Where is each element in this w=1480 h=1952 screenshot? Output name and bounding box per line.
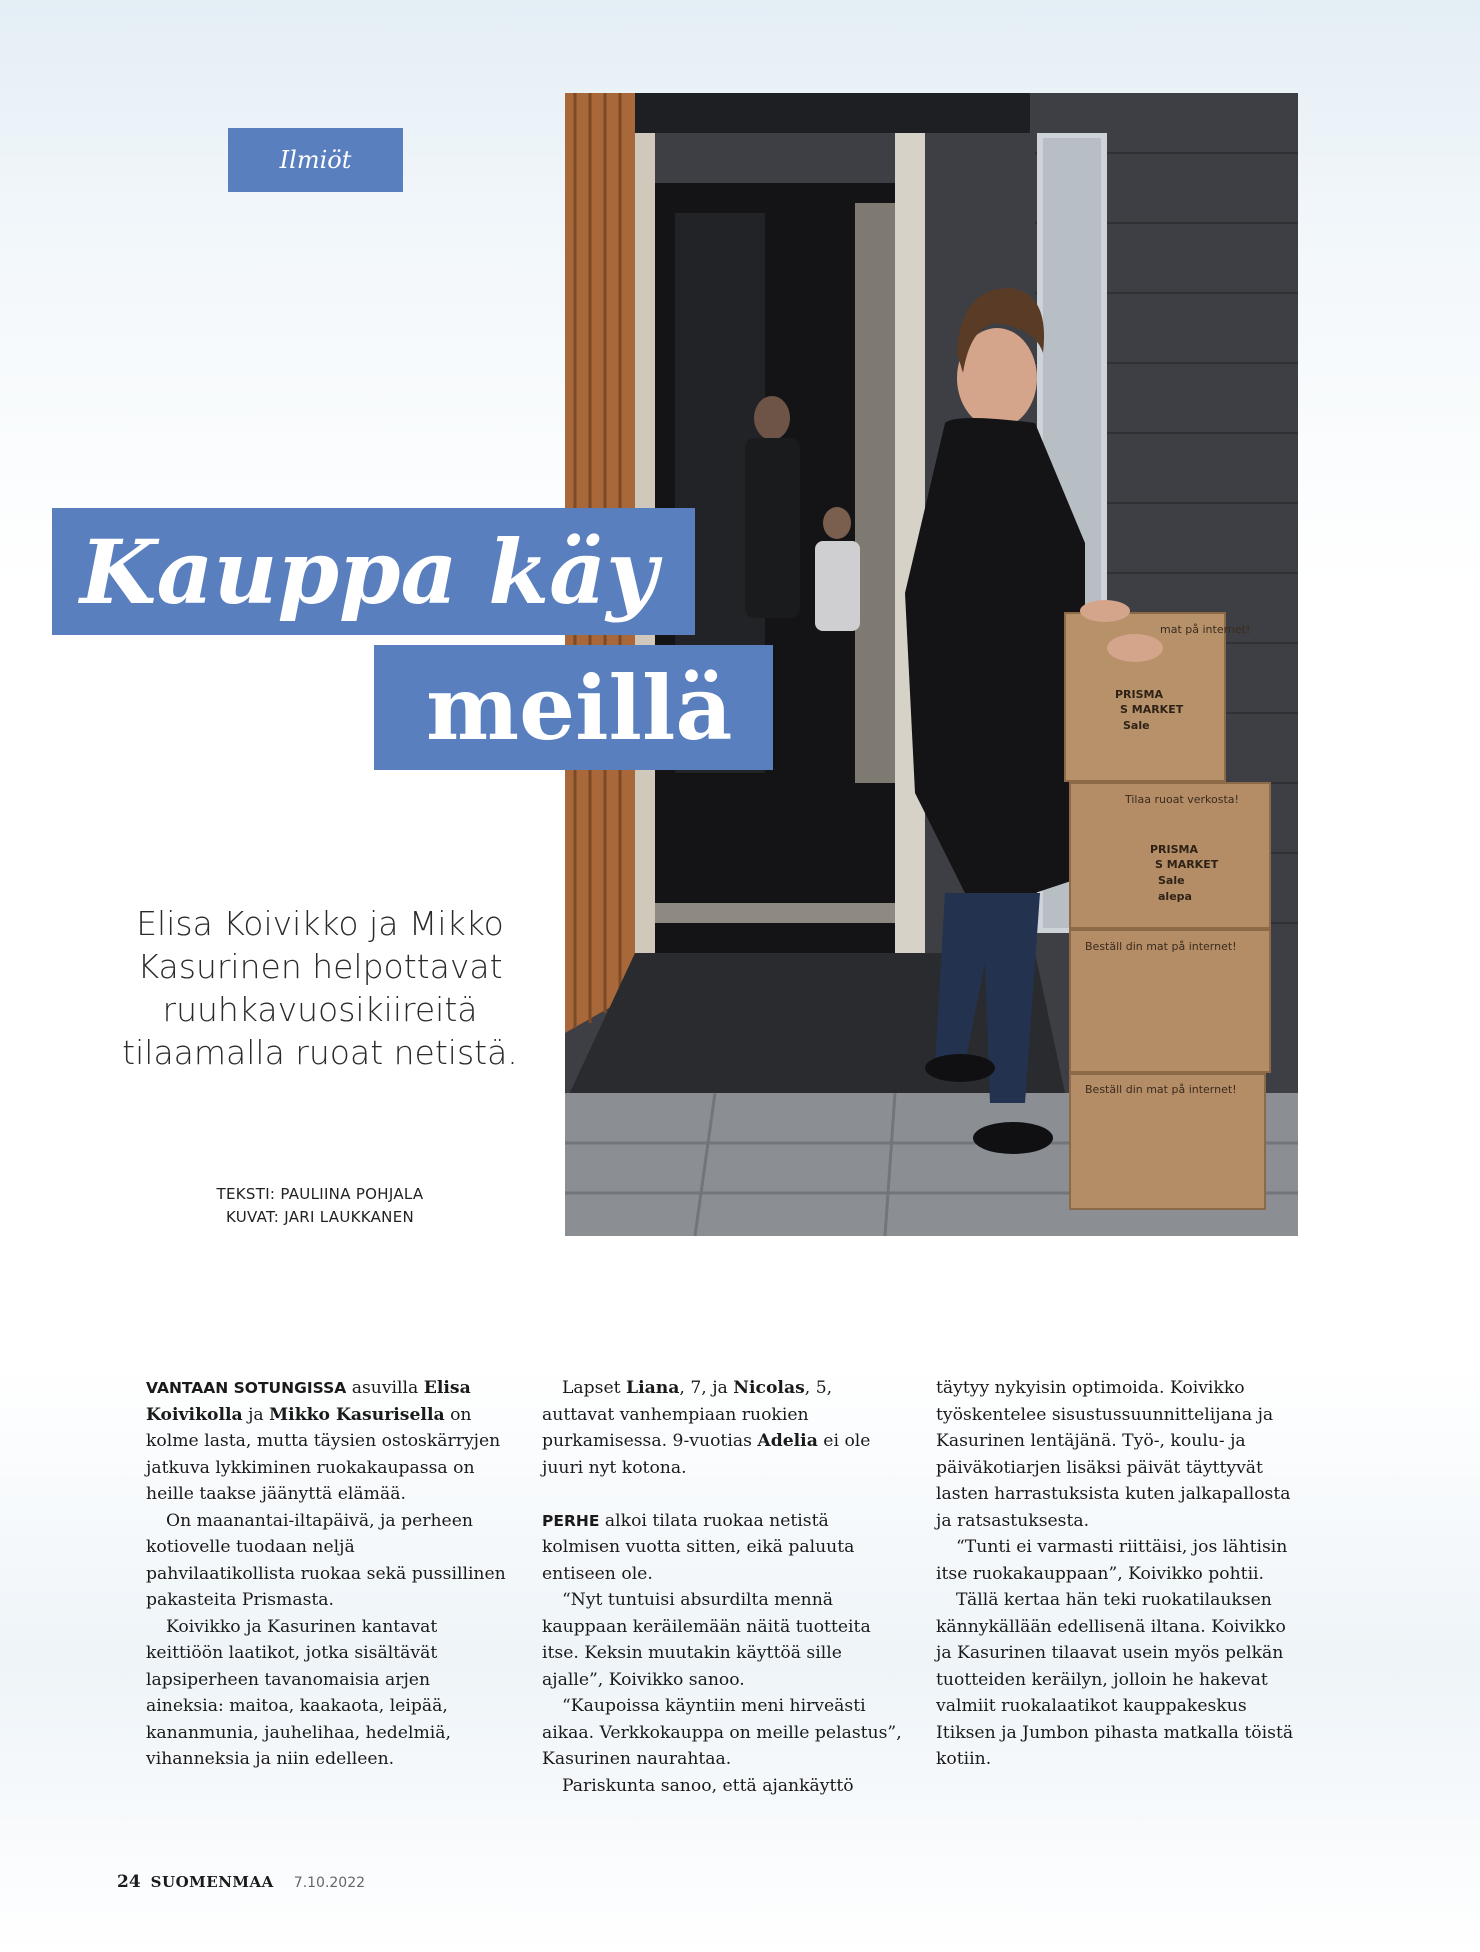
paragraph: “Tunti ei varmasti riittäisi, jos lähtisin itse ruokakauppaan”, Koivikko pohtii. xyxy=(936,1537,1288,1584)
box-brand-prisma: PRISMA xyxy=(1115,688,1164,701)
paragraph: Tällä kertaa hän teki ruokatilauksen kännykällään edellisenä iltana. Koivikko ja Kasurinen tilaavat usein myös pelkän tuotteiden keräilyn, jolloin he hakevat valmiit ruokalaatikot kauppakeskus Itiksen ja Jumbon pihasta matkalla töistä kotiin. xyxy=(936,1590,1294,1769)
magazine-name: SUOMENMAA xyxy=(150,1873,274,1891)
body-column-2 xyxy=(542,1375,902,1799)
paragraph: Koivikko ja Kasurinen kantavat keittiöön laatikot, jotka sisältävät lapsiperheen tavanomaisia arjen aineksia: maitoa, kaakaota, leipää, kananmunia, jauhelihaa, hedelmiä, vihanneksia ja niin edelleen. xyxy=(146,1616,451,1769)
body-column-1 xyxy=(146,1375,506,1773)
page-footer xyxy=(117,1872,365,1892)
text-run: ja xyxy=(242,1404,270,1425)
paragraph: On maanantai-iltapäivä, ja perheen kotiovelle tuodaan neljä pahvilaatikollista ruokaa sekä pussillinen pakasteita Prismasta. xyxy=(146,1510,506,1610)
headline-line-1 xyxy=(52,508,695,635)
lead-in: VANTAAN SOTUNGISSA xyxy=(146,1379,347,1397)
person-name: Adelia xyxy=(757,1431,818,1451)
text-run: on kolme lasta, mutta täysien ostoskärryjen jatkuva lykkiminen ruokakaupassa on heille taakse jäänyttä elämää. xyxy=(146,1404,501,1504)
box-brand-smarket: S MARKET xyxy=(1120,703,1184,716)
box-brand-sale: Sale xyxy=(1123,719,1150,732)
paragraph xyxy=(146,1375,506,1508)
paragraph xyxy=(542,1508,902,1588)
box-brand-smarket-2: S MARKET xyxy=(1155,858,1219,871)
credit-text: TEKSTI: PAULIINA POHJALA xyxy=(216,1185,424,1203)
lead-in: PERHE xyxy=(542,1511,600,1530)
credits xyxy=(200,1183,440,1229)
section-tag: Ilmiöt xyxy=(228,128,403,192)
lede: Elisa Koivikko ja Mikko Kasurinen helpottavat ruuhkavuosikiireitä tilaamalla ruoat netistä. xyxy=(122,904,518,1072)
box-text-internet: mat på internet! xyxy=(1160,623,1251,636)
box-text-swedish-1: Beställ din mat på internet! xyxy=(1085,940,1237,953)
paragraph: “Kaupoissa käyntiin meni hirveästi aikaa. Verkkokauppa on meille pelastus”, Kasurinen naurahtaa. xyxy=(542,1696,902,1769)
paragraph: täytyy nykyisin optimoida. Koivikko työskentelee sisustussuunnittelijana ja Kasurinen lentäjänä. Työ-, koulu- ja päiväkotiarjen lisäksi päivät täyttyvät lasten harrastuksista kuten jalkapallosta ja ratsastuksesta. xyxy=(936,1378,1291,1531)
text-run: alkoi tilata ruokaa netistä kolmisen vuotta sitten, eikä paluuta entiseen ole. xyxy=(542,1510,855,1584)
body-column-3 xyxy=(936,1375,1296,1773)
box-text-swedish-2: Beställ din mat på internet! xyxy=(1085,1083,1237,1096)
paragraph: “Nyt tuntuisi absurdilta mennä kauppaan keräilemään näitä tuotteita itse. Keksin muutakin käyttöä sille ajalle”, Koivikko sanoo. xyxy=(542,1590,871,1690)
credit-photos: KUVAT: JARI LAUKKANEN xyxy=(225,1208,414,1226)
text-run: asuvilla xyxy=(346,1378,424,1398)
person-name: Nicolas xyxy=(733,1378,805,1398)
text-run: , 7, ja xyxy=(679,1378,734,1398)
headline-text-1: Kauppa käy xyxy=(80,519,658,624)
person-name: Elisa Koivikolla xyxy=(146,1378,471,1425)
paragraph xyxy=(542,1375,902,1481)
text-run: Lapset xyxy=(562,1378,627,1398)
headline-text-2: meillä xyxy=(426,655,733,760)
headline-line-2 xyxy=(374,645,773,770)
person-name: Mikko Kasurisella xyxy=(269,1404,445,1425)
issue-date: 7.10.2022 xyxy=(293,1875,366,1891)
text-run: , 5, auttavat vanhempiaan ruokien purkamisessa. 9-vuotias xyxy=(542,1378,833,1451)
paragraph: Pariskunta sanoo, että ajankäyttö xyxy=(562,1775,854,1796)
person-name: Liana xyxy=(626,1378,680,1398)
box-text-top: Tilaa ruoat verkosta! xyxy=(1125,793,1239,806)
page-number: 24 xyxy=(117,1872,141,1892)
box-brand-alepa-2: alepa xyxy=(1158,890,1192,903)
box-brand-prisma-2: PRISMA xyxy=(1150,843,1199,856)
text-run: ei ole juuri nyt kotona. xyxy=(542,1431,871,1478)
box-brand-sale-2: Sale xyxy=(1158,874,1185,887)
